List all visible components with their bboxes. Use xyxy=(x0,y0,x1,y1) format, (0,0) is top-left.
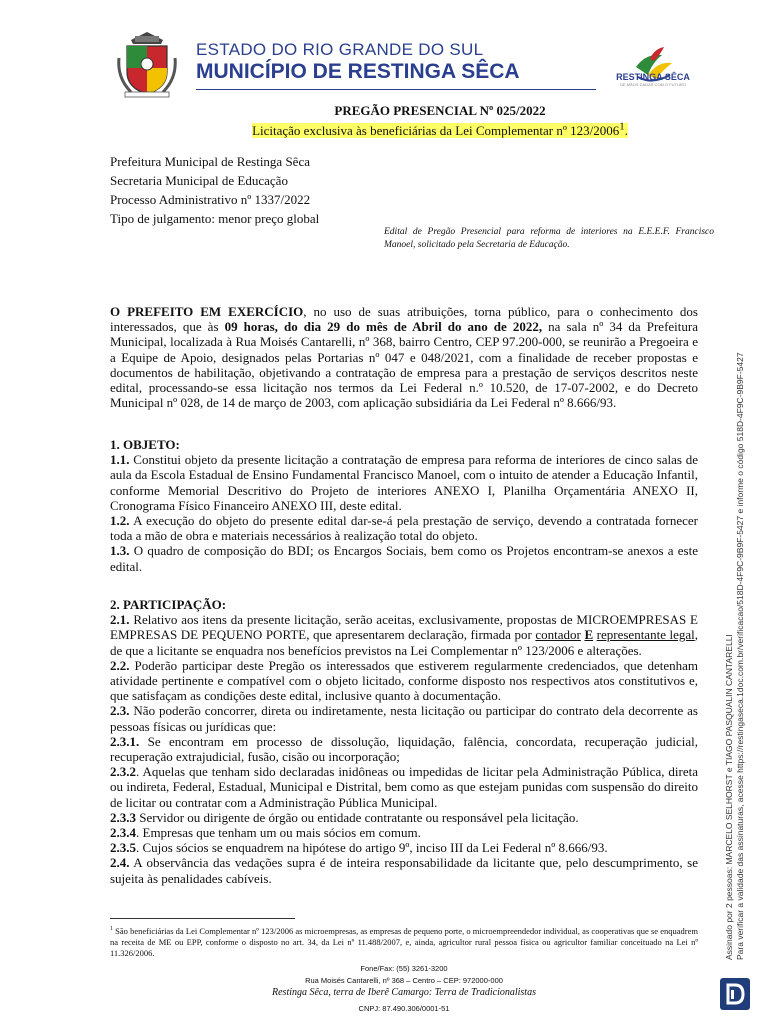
meta-line: Prefeitura Municipal de Restinga Sêca xyxy=(110,154,310,169)
footer-address: Rua Moisés Cantarelli, nº 368 – Centro – CEP: 972000-000 xyxy=(305,976,503,985)
clause: 2.3.1. Se encontram em processo de dissolução, liquidação, falência, concordata, recuperação judicial, recuperação extrajudicial, fusão, cisão ou incorporação; xyxy=(110,733,698,765)
meta-line: Tipo de julgamento: menor preço global xyxy=(110,211,320,226)
licitacao-text: Licitação exclusiva às beneficiárias da Lei Complementar nº 123/2006 xyxy=(252,123,620,139)
section-heading: 1. OBJETO: xyxy=(110,437,180,452)
intro-date: 09 horas, do dia 29 do mês de Abril do ano de 2022, xyxy=(224,319,543,335)
1doc-logo-icon xyxy=(720,978,750,1010)
document-title: PREGÃO PRESENCIAL Nº 025/2022 xyxy=(334,103,546,118)
meta-line: Processo Administrativo nº 1337/2022 xyxy=(110,192,311,207)
clause: 2.3.2. Aquelas que tenham sido declaradas inidôneas ou impedidas de licitar pela Administração Pública, direta ou indireta, Federal, Estadual, Municipal e Distrital, bem como as que estejam punidas com suspensão do direito de licitar ou contratar com a Administração Pública Municipal. xyxy=(110,764,698,810)
licitacao-end: . xyxy=(624,123,628,139)
signature-line: Assinado por 2 pessoas: MARCELO SELHORST e TIAGO PASQUALIN CANTARELLI xyxy=(724,634,734,960)
clause: 1.3. O quadro de composição do BDI; os Encargos Sociais, bem como os Projetos encontram-se anexos a este edital. xyxy=(110,543,698,574)
municipal-crest-icon xyxy=(117,28,177,100)
verification-line[interactable]: Para verificar a validade das assinaturas, acesse https://restingaseca.1doc.com.br/verificacao/518D-4F9C-9B9F-5427 e informe o código 518D-4F9C-9B9F-5427 xyxy=(735,352,745,960)
footnote-divider xyxy=(110,918,295,919)
intro-text-2: na sala nº 34 da Prefeitura Municipal, localizada à Rua Moisés Cantarelli, nº 368, bairro Centro, CEP 97.200-000, se reunirão a Pregoeira e a Equipe de Apoio, designados pelas Portarias nº 047 e 048/2021, com a finalidade de receber propostas e documentos de habilitação, objetivando a contratação de empresa para a prestação de serviços descritos neste edital, processando-se essa licitação nos termos da Lei Federal n.º 10.520, de 17-07-2002, e do Decreto Municipal nº 028, de 14 de março de 2003, com aplicação subsidiária da Lei Federal nº 8.666/93. xyxy=(110,319,698,411)
header-state: ESTADO DO RIO GRANDE DO SUL xyxy=(196,40,484,59)
clause: 2.3.5. Cujos sócios se enquadrem na hipótese do artigo 9º, inciso III da Lei Federal nº 8.666/93. xyxy=(110,840,608,856)
clause: 1.1. Constitui objeto da presente licitação a contratação de empresa para reforma de interiores de cinco salas de aula da Escola Estadual de Ensino Fundamental Francisco Manoel, com o intuito de atender a Educação Infantil, conforme Memorial Descritivo do Projeto de interiores ANEXO I, Planilha Orçamentária ANEXO II, Cronograma Físico Financeiro ANEXO III, deste edital. xyxy=(110,452,698,513)
clause: 2.3.3 Servidor ou dirigente de órgão ou entidade contratante ou responsável pela licitação. xyxy=(110,809,579,825)
section-participacao xyxy=(110,597,698,886)
intro-paragraph xyxy=(110,304,698,410)
clause: 2.4. A observância das vedações supra é de inteira responsabilidade da licitante que, pelo descumprimento, se sujeita às penalidades cabíveis. xyxy=(110,855,698,886)
logo-tagline: DE MÃOS DADAS COM O FUTURO xyxy=(620,82,686,87)
clause: 2.3.4. Empresas que tenham um ou mais sócios em comum. xyxy=(110,825,421,841)
intro-text-1: , no uso de suas atribuições, torna público, para o conhecimento dos interessados, que às xyxy=(110,304,698,335)
document-meta xyxy=(110,152,319,228)
clause: 2.3. Não poderão concorrer, direta ou indiretamente, nesta licitação ou participar do contrato dela decorrente as pessoas físicas ou jurídicas que: xyxy=(110,703,698,734)
footer-motto: Restinga Sêca, terra de Iberê Camargo: Terra de Tradicionalistas xyxy=(272,987,536,998)
ementa: Edital de Pregão Presencial para reforma de interiores na E.E.E.F. Francisco Manoel, solicitado pela Secretaria de Educação. xyxy=(384,227,714,250)
header-divider xyxy=(196,89,596,90)
footer-phone: Fone/Fax: (55) 3261-3200 xyxy=(360,964,448,973)
section-objeto xyxy=(110,437,698,574)
header-municipality: MUNICÍPIO DE RESTINGA SÊCA xyxy=(196,60,520,83)
logo-name: RESTINGA SÊCA xyxy=(616,72,690,82)
footer-cnpj: CNPJ: 87.490.306/0001-51 xyxy=(358,1004,450,1013)
clause: 2.2. Poderão participar deste Pregão os interessados que estiverem regularmente credenciados, que detenham atividade pertinente e compatível com o objeto licitado, conforme disposto nos respectivos atos constitutivos e, que satisfaçam as condições deste edital, inclusive quanto à documentação. xyxy=(110,657,698,704)
meta-line: Secretaria Municipal de Educação xyxy=(110,173,288,188)
clause: 2.1. Relativo aos itens da presente licitação, serão aceitas, exclusivamente, propostas de MICROEMPRESAS E EMPRESAS DE PEQUENO PORTE, que apresentarem declaração, firmada por contador E representante legal, de que a licitante se enquadra nos benefícios previstos na Lei Complementar nº 123/2006 e alterações. xyxy=(110,612,699,658)
footnote: $^1$ São beneficiárias da Lei Complementar nº 123/2006 as microempresas, as empresas de pequeno porte, o microempreendedor individual, as cooperativas que se enquadrem na receita de ME ou EPP, conforme o disposto no art. 34, da Lei nº 11.488/2007, e, ainda, agricultor rural pessoa física ou agricultor familiar conceituado na Lei nº 11.326/2006. xyxy=(110,925,698,958)
licitacao-subtitle xyxy=(110,121,770,139)
intro-lead: O PREFEITO EM EXERCÍCIO xyxy=(110,304,304,319)
signature-stamp xyxy=(724,290,754,960)
section-heading: 2. PARTICIPAÇÃO: xyxy=(110,597,227,612)
restinga-seca-logo-icon xyxy=(608,30,698,100)
footnote-ref: 1 xyxy=(619,121,625,133)
clause: 1.2. A execução do objeto do presente edital dar-se-á pela prestação de serviço, devendo a contratada fornecer toda a mão de obra e materiais necessários à realização total do objeto. xyxy=(110,513,698,544)
